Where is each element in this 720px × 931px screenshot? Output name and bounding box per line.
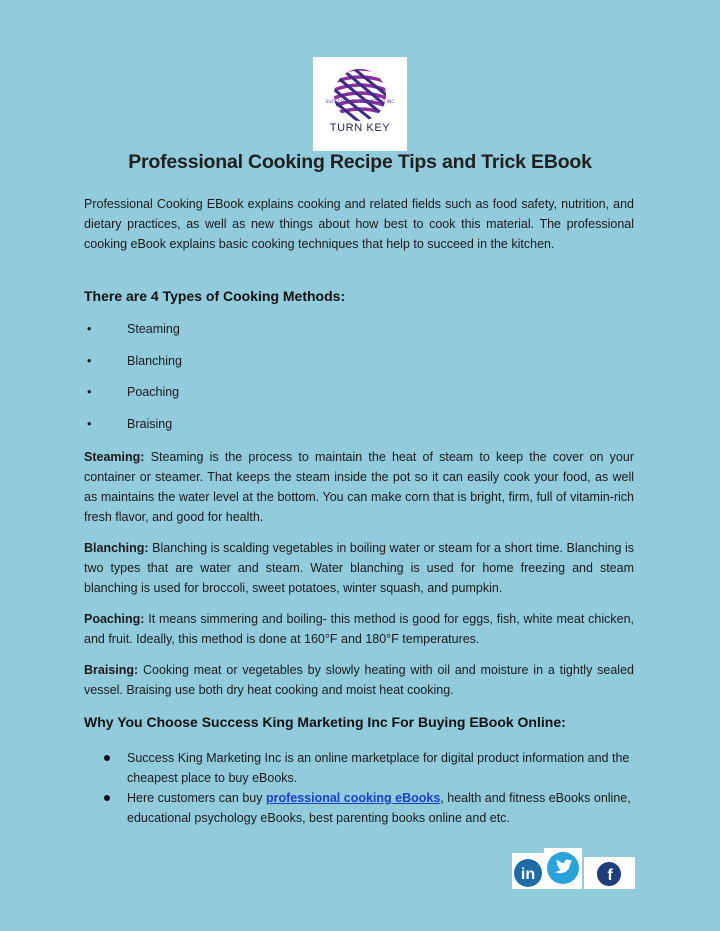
steaming-paragraph (84, 447, 634, 527)
why-item-text: , health and fitness eBooks online, educational psychology eBooks, best parenting books online and etc. (127, 791, 631, 825)
method-label: Poaching (127, 385, 180, 399)
logo-brand-name: TURN KEY (329, 122, 391, 134)
section-term: Steaming: (84, 450, 145, 464)
list-item (84, 788, 634, 828)
braising-paragraph (84, 660, 634, 700)
method-label: Blanching (127, 354, 182, 368)
facebook-label: f (607, 867, 613, 884)
list-item (84, 748, 634, 788)
why-heading: Why You Choose Success King Marketing Inc For Buying EBook Online: (84, 714, 566, 730)
turnkey-logo (313, 57, 407, 151)
bullet: • (87, 322, 92, 336)
section-text: Blanching is scalding vegetables in boiling water or steam for a short time. Blanching is two types that are water and steam. Water blanching is used for home freezing and steam blanching is used for broccoli, sweet potatoes, winter squash, and pumpkin. (84, 541, 634, 595)
logo-tagline: SUCCESS KING MARKETING INC (325, 99, 395, 104)
logo-graphic (313, 57, 407, 151)
professional-cooking-ebooks-link[interactable]: professional cooking eBooks (265, 791, 441, 805)
section-term: Braising: (84, 663, 139, 677)
page-title: Professional Cooking Recipe Tips and Trick EBook (128, 151, 592, 173)
why-item-text: Here customers can buy (127, 791, 266, 805)
linkedin-label: in (520, 866, 536, 883)
blanching-paragraph (84, 538, 634, 598)
bullet: • (87, 385, 92, 399)
method-label: Braising (127, 417, 173, 431)
poaching-paragraph (84, 609, 634, 649)
methods-heading: There are 4 Types of Cooking Methods: (84, 288, 346, 304)
why-item-text: Success King Marketing Inc is an online marketplace for digital product information and the cheapest place to buy eBooks. (127, 751, 630, 785)
section-text: Cooking meat or vegetables by slowly heating with oil and moisture in a tightly sealed vessel. Braising use both dry heat cooking and moist heat cooking. (84, 663, 634, 697)
section-text: It means simmering and boiling- this method is good for eggs, fish, white meat chicken, and fruit. Ideally, this method is done at 160°F and 180°F temperatures. (84, 612, 634, 646)
bullet: • (87, 417, 92, 431)
linkedin-icon[interactable] (512, 853, 544, 889)
method-label: Steaming (127, 322, 180, 336)
section-term: Blanching: (84, 541, 149, 555)
bullet-dot (104, 755, 110, 761)
facebook-icon[interactable] (584, 857, 635, 889)
section-text: Steaming is the process to maintain the heat of steam to keep the cover on your container or steamer. That keeps the steam inside the pot so it can easily cook your food, as well as maintains the water level at the bottom. You can make corn that is bright, firm, full of vitamin-rich fresh flavor, and good for health. (84, 450, 634, 524)
why-list (84, 748, 634, 828)
bullet: • (87, 354, 92, 368)
twitter-icon[interactable] (544, 848, 582, 889)
bullet-dot (104, 795, 110, 801)
intro-paragraph: Professional Cooking EBook explains cooking and related fields such as food safety, nutrition, and dietary practices, as well as new things about how best to cook this material. The professional cooking eBook explains basic cooking techniques that help to succeed in the kitchen. (84, 197, 634, 251)
section-term: Poaching: (84, 612, 145, 626)
